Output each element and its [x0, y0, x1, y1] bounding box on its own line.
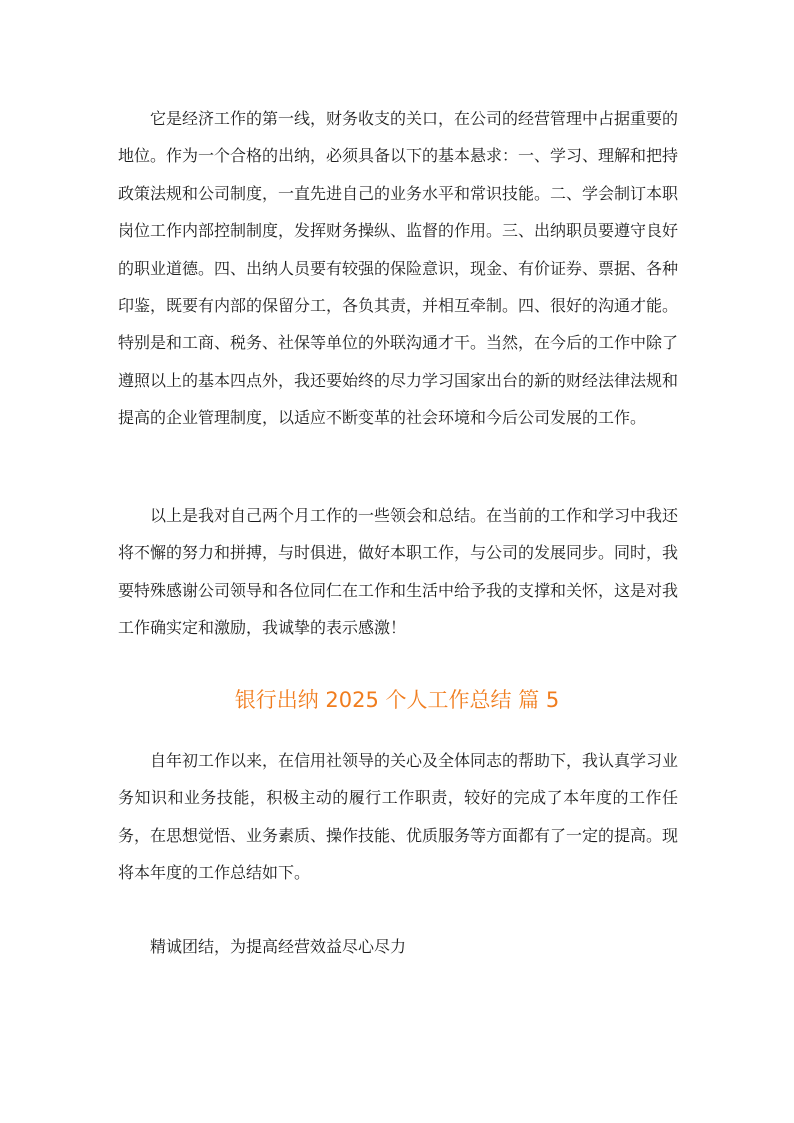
paragraph-year-intro: 自年初工作以来，在信用社领导的关心及全体同志的帮助下，我认真学习业务知识和业务技能，积极主动的履行工作职责，较好的完成了本年度的工作任务，在思想觉悟、业务素质、操作技能、优质服务等方面都有了一定的提高。现将本年度的工作总结如下。 — [118, 751, 679, 883]
paragraph-subheading-unity: 精诚团结，为提高经营效益尽心尽力 — [150, 937, 407, 956]
paragraph-summary-thanks: 以上是我对自己两个月工作的一些领会和总结。在当前的工作和学习中我还将不懈的努力和拼搏，与时俱进，做好本职工作，与公司的发展同步。同时，我要特殊感谢公司领导和各位同仁在工作和生活中给予我的支撑和关怀，这是对我工作确实定和激励，我诚挚的表示感激！ — [118, 506, 679, 638]
paragraph-cashier-duties: 它是经济工作的第一线，财务收支的关口，在公司的经营管理中占据重要的地位。作为一个合格的出纳，必须具备以下的基本悬求：一、学习、理解和把持政策法规和公司制度，一直先进自己的业务水平和常识技能。二、学会制订本职岗位工作内部控制制度，发挥财务操纵、监督的作用。三、出纳职员要遵守良好的职业道德。四、出纳人员要有较强的保险意识，现金、有价证券、票据、各种印鉴，既要有内部的保留分工，各负其责，并相互牵制。四、很好的沟通才能。特别是和工商、税务、社保等单位的外联沟通才干。当然，在今后的工作中除了遵照以上的基本四点外，我还要始终的尽力学习国家出台的新的财经法律法规和提高的企业管理制度，以适应不断变革的社会环境和今后公司发展的工作。 — [118, 109, 679, 428]
section-heading: 银行出纳 2025 个人工作总结 篇 5 — [234, 688, 560, 712]
